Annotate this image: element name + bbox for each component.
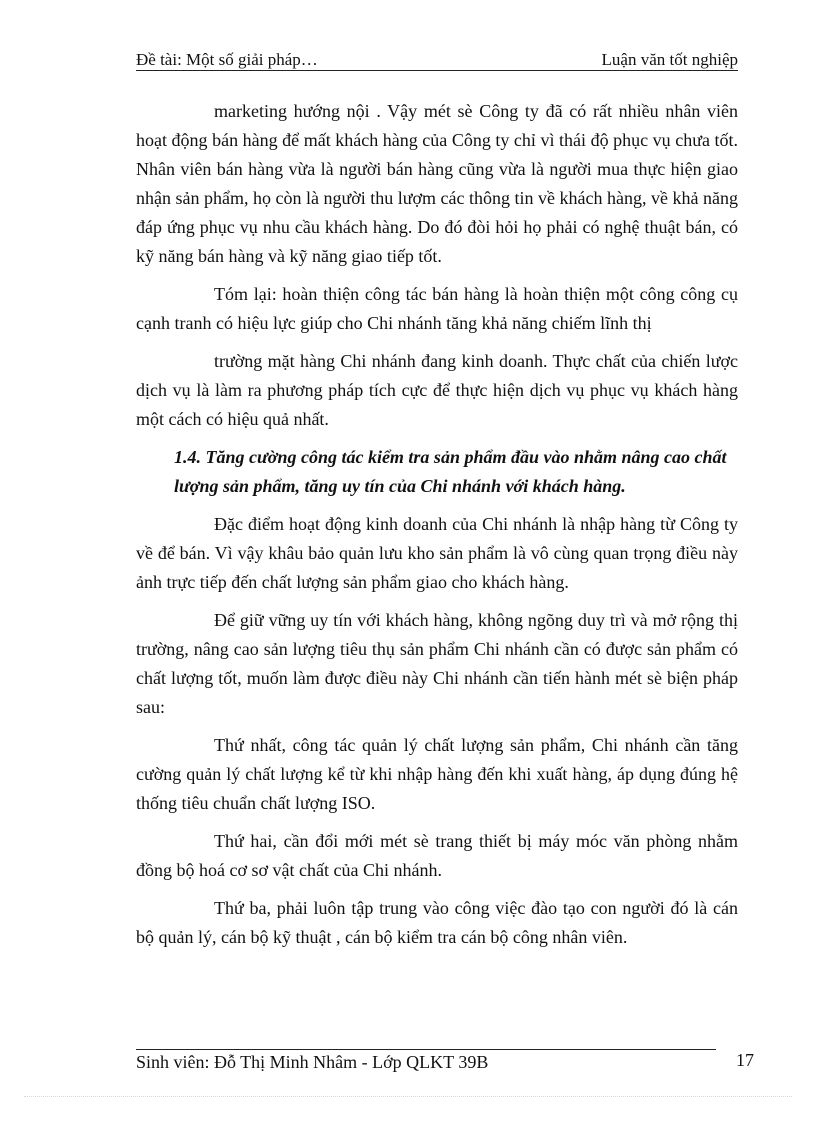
footer-divider — [136, 1049, 716, 1050]
paragraph-first-measure: Thứ nhất, công tác quản lý chất lượng sản phẩm, Chi nhánh cần tăng cường quản lý chất lượng kể từ khi nhập hàng đến khi xuất hàng, áp dụng đúng hệ thống tiêu chuẩn chất lượng ISO. — [136, 735, 738, 813]
paragraph-summary: Tóm lại: hoàn thiện công tác bán hàng là hoàn thiện một công công cụ cạnh tranh có hiệu lực giúp cho Chi nhánh tăng khả năng chiếm lĩnh thị — [136, 284, 738, 333]
footer-student-info: Sinh viên: Đỗ Thị Minh Nhâm - Lớp QLKT 39B — [136, 1052, 489, 1072]
section-heading: 1.4. Tăng cường công tác kiểm tra sản phẩm đầu vào nhằm nâng cao chất lượng sản phẩm, tăng uy tín của Chi nhánh với khách hàng. — [174, 447, 727, 496]
paragraph-third-measure: Thứ ba, phải luôn tập trung vào công việc đào tạo con người đó là cán bộ quản lý, cán bộ kỹ thuật , cán bộ kiểm tra cán bộ công nhân viên. — [136, 898, 738, 947]
page-number: 17 — [736, 1050, 754, 1070]
paragraph-second-measure: Thứ hai, cần đổi mới mét sè trang thiết bị máy móc văn phòng nhằm đồng bộ hoá cơ sơ vật chất của Chi nhánh. — [136, 831, 738, 880]
paragraph-service-strategy: trường mặt hàng Chi nhánh đang kinh doanh. Thực chất của chiến lược dịch vụ là làm ra phương pháp tích cực để thực hiện dịch vụ phục vụ khách hàng một cách có hiệu quả nhất. — [136, 351, 738, 429]
paragraph-reputation: Để giữ vững uy tín với khách hàng, không ngõng duy trì và mở rộng thị trường, nâng cao sản lượng tiêu thụ sản phẩm Chi nhánh cần có được sản phẩm có chất lượng tốt, muốn làm được điều này Chi nhánh cần tiến hành mét sè biện pháp sau: — [136, 610, 738, 717]
header-title: Đề tài: Một số giải pháp… — [136, 50, 318, 69]
page-header — [136, 48, 738, 71]
document-body — [136, 97, 738, 952]
header-document-type: Luận văn tốt nghiệp — [601, 50, 738, 69]
page-bottom-dotted-divider — [24, 1096, 792, 1097]
paragraph-business-feature: Đặc điểm hoạt động kinh doanh của Chi nhánh là nhập hàng từ Công ty về để bán. Vì vậy khâu bảo quản lưu kho sản phẩm là vô cùng quan trọng điều này ảnh trực tiếp đến chất lượng sản phẩm giao cho khách hàng. — [136, 514, 738, 592]
paragraph-marketing-staff: marketing hướng nội . Vậy mét sè Công ty đã có rất nhiều nhân viên hoạt động bán hàng để mất khách hàng của Công ty chỉ vì thái độ phục vụ chưa tốt. Nhân viên bán hàng vừa là người bán hàng cũng vừa là người mua thực hiện giao nhận sản phẩm, họ còn là người thu lượm các thông tin về khách hàng, về khả năng đáp ứng phục vụ nhu cầu khách hàng. Do đó đòi hỏi họ phải có nghệ thuật bán, có kỹ năng bán hàng và kỹ năng giao tiếp tốt. — [136, 101, 738, 266]
